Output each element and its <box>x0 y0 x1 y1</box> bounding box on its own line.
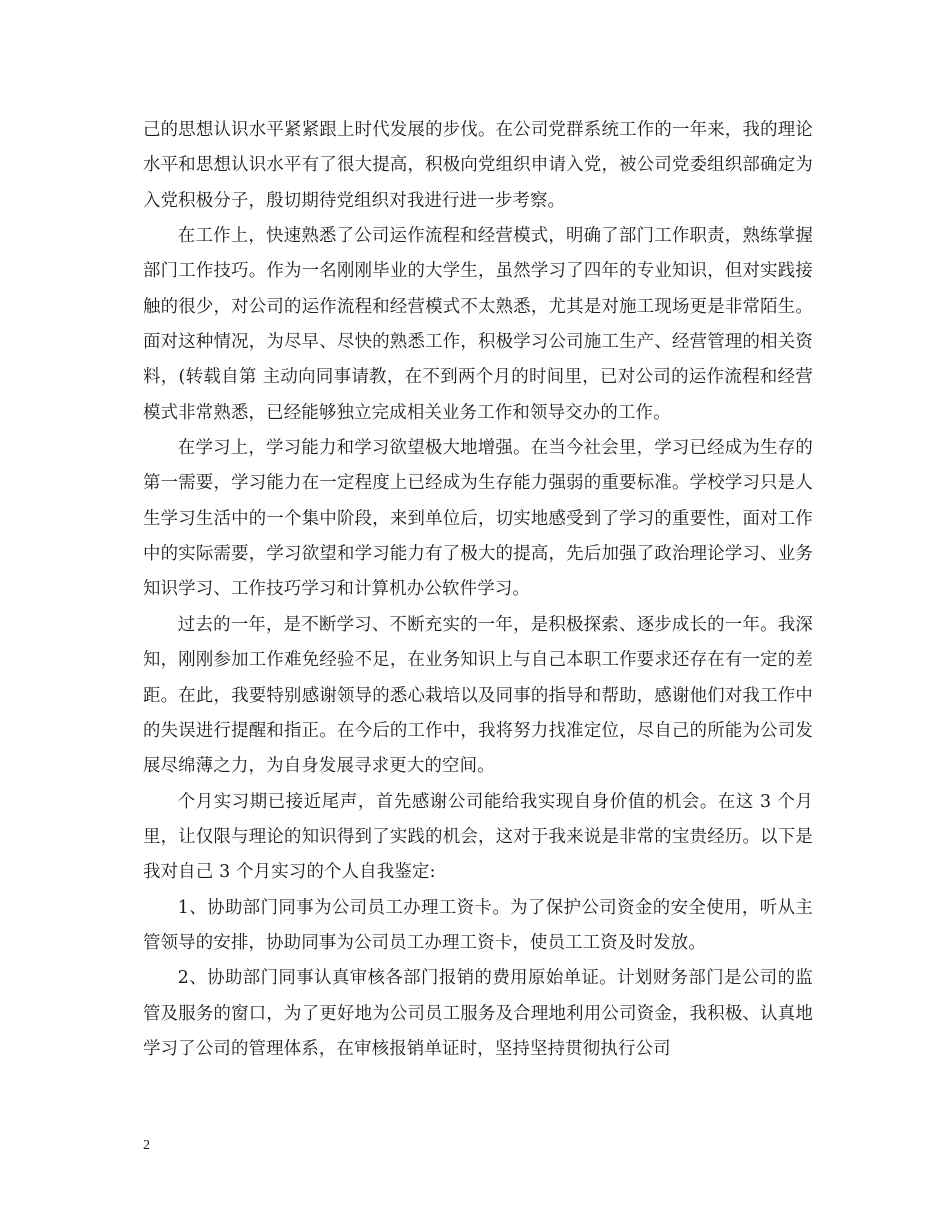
paragraph-item-1: 1、协助部门同事为公司员工办理工资卡。为了保护公司资金的安全使用，听从主管领导的安排，协助同事为公司员工办理工资卡，使员工工资及时发放。 <box>143 897 813 953</box>
paragraph-past-year: 过去的一年，是不断学习、不断充实的一年，是积极探索、逐步成长的一年。我深知，刚刚参加工作难免经验不足，在业务知识上与自己本职工作要求还存在有一定的差距。在此，我要特别感谢领导的悉心栽培以及同事的指导和帮助，感谢他们对我工作中的失误进行提醒和指正。在今后的工作中，我将努力找准定位，尽自己的所能为公司发展尽绵薄之力，为自身发展寻求更大的空间。 <box>143 614 813 777</box>
paragraph-study: 在学习上，学习能力和学习欲望极大地增强。在当今社会里，学习已经成为生存的第一需要，学习能力在一定程度上已经成为生存能力强弱的重要标准。学校学习只是人生学习生活中的一个集中阶段，来到单位后，切实地感受到了学习的重要性，面对工作中的实际需要，学习欲望和学习能力有了极大的提高，先后加强了政治理论学习、业务知识学习、工作技巧学习和计算机办公软件学习。 <box>143 438 813 600</box>
document-body <box>143 113 813 1067</box>
paragraph-internship: 个月实习期已接近尾声，首先感谢公司能给我实现自身价值的机会。在这 3 个月里，让仅限与理论的知识得到了实践的机会，这对于我来说是非常的宝贵经历。以下是我对自己 3 个月实习的个人自我鉴定: <box>143 791 813 883</box>
page-number: 2 <box>143 1138 150 1153</box>
paragraph-work: 在工作上，快速熟悉了公司运作流程和经营模式，明确了部门工作职责，熟练掌握部门工作技巧。作为一名刚刚毕业的大学生，虽然学习了四年的专业知识，但对实践接触的很少，对公司的运作流程和经营模式不太熟悉，尤其是对施工现场更是非常陌生。面对这种情况，为尽早、尽快的熟悉工作，积极学习公司施工生产、经营管理的相关资料，(转载自第 主动向同事请教，在不到两个月的时间里，已对公司的运作流程和经营模式非常熟悉，已经能够独立完成相关业务工作和领导交办的工作。 <box>143 226 813 423</box>
paragraph-item-2: 2、协助部门同事认真审核各部门报销的费用原始单证。计划财务部门是公司的监管及服务的窗口，为了更好地为公司员工服务及合理地利用公司资金，我积极、认真地学习了公司的管理体系，在审核报销单证时，坚持坚持贯彻执行公司 <box>143 968 813 1059</box>
paragraph-continuation: 己的思想认识水平紧紧跟上时代发展的步伐。在公司党群系统工作的一年来，我的理论水平和思想认识水平有了很大提高，积极向党组织申请入党，被公司党委组织部确定为入党积极分子，殷切期待党组织对我进行进一步考察。 <box>143 120 813 211</box>
